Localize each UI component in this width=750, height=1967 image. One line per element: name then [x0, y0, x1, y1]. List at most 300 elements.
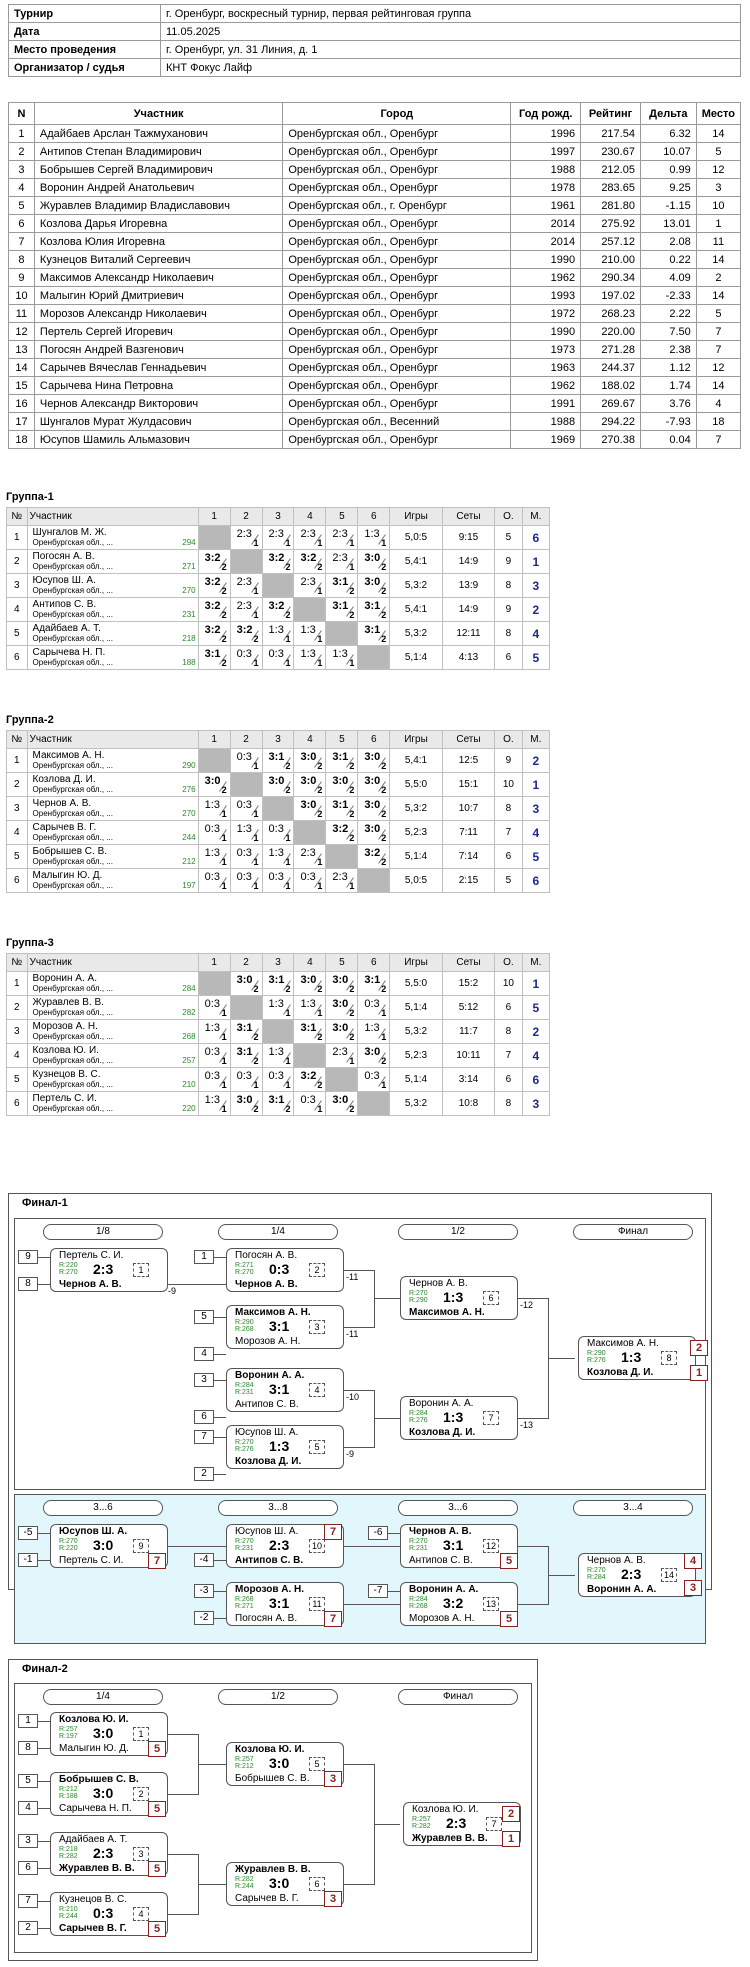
group-games: 5,4:1: [390, 749, 442, 773]
group-match-points: 1: [285, 1056, 291, 1066]
group-match-cell: [294, 972, 326, 996]
group-match-points: 1: [285, 634, 291, 644]
group-match-score: 0:3: [268, 648, 284, 660]
bracket-match: [226, 1425, 344, 1469]
group-self-cell: [294, 1044, 326, 1068]
match-rating1: R:270: [235, 1538, 254, 1545]
participants-col-header: Место: [696, 103, 740, 125]
group-row-number: 2: [7, 773, 28, 797]
group-col-header: М.: [522, 731, 549, 749]
bracket-line: [214, 1591, 226, 1592]
group-match-cell: [262, 869, 294, 893]
group-match-cell: [294, 869, 326, 893]
group-match-points: 1: [221, 1032, 227, 1042]
group-header-row: [7, 954, 550, 972]
participant-cell: 5: [9, 197, 35, 215]
bracket-line: [344, 1390, 374, 1391]
group-match-score: 0:3: [236, 847, 252, 859]
participant-cell: 294.22: [581, 413, 641, 431]
group-match-points: 2: [349, 1032, 355, 1042]
participant-cell: Максимов Александр Николаевич: [34, 269, 282, 287]
participant-cell: 257.12: [581, 233, 641, 251]
final-place: 3: [324, 1891, 342, 1907]
group-col-header: 2: [230, 508, 262, 526]
group-points: 8: [495, 797, 522, 821]
group-player-region-text: Оренбургская обл., ...: [32, 1056, 113, 1065]
group-match-points: 1: [285, 658, 291, 668]
group-col-header: 5: [326, 731, 358, 749]
match-player2: Козлова Д. И.: [409, 1427, 476, 1438]
group-match-cell: [198, 622, 230, 646]
participant-cell: Сарычева Нина Петровна: [34, 377, 282, 395]
group-points: 5: [495, 869, 522, 893]
group-row: [7, 574, 550, 598]
group-match-points: 2: [253, 634, 259, 644]
group-match-score: 3:0: [364, 552, 381, 564]
group-col-header: 1: [198, 731, 230, 749]
match-rating2: R:244: [235, 1883, 254, 1890]
group-points: 8: [495, 1092, 522, 1116]
group-player-cell: [27, 526, 198, 550]
match-number: 1: [133, 1263, 149, 1277]
group-match-cell: [326, 1044, 358, 1068]
group-col-header: Сеты: [442, 954, 494, 972]
participant-cell: 12: [696, 161, 740, 179]
round-label: Финал: [398, 1689, 518, 1705]
group-col-header: Участник: [27, 954, 198, 972]
group-player-region: [33, 610, 196, 620]
group-match-points: 1: [317, 586, 323, 596]
group-match-points: 1: [317, 634, 323, 644]
group-points: 6: [495, 646, 522, 670]
seed-number: 8: [18, 1741, 38, 1755]
group-match-points: 2: [285, 984, 291, 994]
group-player-region: [33, 586, 196, 596]
group-player-name: Пертель С. И.: [32, 1093, 97, 1104]
group-col-header: Игры: [390, 954, 442, 972]
info-value: 11.05.2025: [161, 23, 741, 41]
participant-cell: 5: [696, 305, 740, 323]
group-player-region: [33, 1080, 196, 1090]
group-match-points: 1: [285, 1008, 291, 1018]
info-key: Турнир: [9, 5, 161, 23]
match-rating1: R:290: [235, 1319, 254, 1326]
group-row-number: 5: [7, 1068, 28, 1092]
match-rating1: R:257: [235, 1756, 254, 1763]
group-col-header: №: [7, 731, 28, 749]
participant-cell: Оренбургская обл., Оренбург: [283, 431, 511, 449]
group-games: 5,1:4: [390, 646, 442, 670]
participant-row: [9, 233, 741, 251]
group-match-points: 1: [317, 881, 323, 891]
participant-row: [9, 197, 741, 215]
seed-number: 7: [18, 1894, 38, 1908]
bracket-line: [344, 1884, 374, 1885]
group-match-score: 0:3: [236, 648, 252, 660]
group-match-score: 3:2: [204, 576, 221, 588]
match-number: 6: [309, 1877, 325, 1891]
bracket-match: [400, 1276, 518, 1320]
group-match-score: 3:0: [364, 751, 381, 763]
group-player-cell: [27, 622, 198, 646]
group-match-points: 2: [285, 610, 291, 620]
match-score: 0:3: [269, 1261, 290, 1277]
match-number: 7: [486, 1817, 502, 1831]
match-rating1: R:270: [235, 1439, 254, 1446]
bracket-line: [168, 1914, 198, 1915]
group-player-rating: 271: [182, 562, 196, 571]
group-match-score: 3:0: [300, 799, 317, 811]
participant-cell: 3: [696, 179, 740, 197]
participant-row: [9, 179, 741, 197]
group-match-points: 1: [381, 1008, 387, 1018]
group-match-score: 3:0: [364, 775, 381, 787]
group-player-rating: 210: [182, 1080, 196, 1089]
match-rating1: R:284: [235, 1382, 254, 1389]
match-player1: Козлова Ю. И.: [59, 1714, 129, 1725]
bracket-match: [50, 1248, 168, 1292]
participant-row: [9, 305, 741, 323]
match-player2: Максимов А. Н.: [409, 1307, 485, 1318]
group-sets: 14:9: [442, 598, 494, 622]
group-row-number: 1: [7, 972, 28, 996]
group-match-points: 2: [381, 857, 387, 867]
match-number: 5: [309, 1440, 325, 1454]
group-match-score: 3:2: [204, 552, 221, 564]
group-match-cell: [358, 972, 390, 996]
group-match-points: 1: [221, 1008, 227, 1018]
group-table: [6, 953, 550, 1116]
group-match-cell: [358, 526, 390, 550]
participant-row: [9, 161, 741, 179]
group-self-cell: [262, 574, 294, 598]
group-match-cell: [294, 1020, 326, 1044]
group-games: 5,3:2: [390, 1020, 442, 1044]
group-match-cell: [326, 574, 358, 598]
group-header-row: [7, 731, 550, 749]
group-sets: 4:13: [442, 646, 494, 670]
participant-row: [9, 323, 741, 341]
group-col-header: О.: [495, 731, 522, 749]
group-match-cell: [294, 1092, 326, 1116]
match-score: 2:3: [269, 1537, 290, 1553]
participant-cell: 1991: [511, 395, 581, 413]
group-match-score: 3:1: [332, 751, 349, 763]
match-number: 4: [133, 1907, 149, 1921]
seed-number: 4: [194, 1347, 214, 1361]
group-match-score: 0:3: [204, 1070, 220, 1082]
group-match-points: 2: [317, 984, 323, 994]
group-player-name: Кузнецов В. С.: [32, 1069, 101, 1080]
match-player2: Сарычев В. Г.: [235, 1893, 299, 1904]
group-player-region: [33, 1032, 196, 1042]
group-match-cell: [262, 598, 294, 622]
group-match-cell: [358, 1020, 390, 1044]
group-match-score: 0:3: [236, 799, 252, 811]
group-match-cell: [358, 749, 390, 773]
participant-cell: 7.50: [640, 323, 696, 341]
group-place: 2: [522, 749, 549, 773]
participant-cell: 14: [9, 359, 35, 377]
group-match-score: 1:3: [364, 1022, 380, 1034]
participant-cell: 14: [696, 251, 740, 269]
group-col-header: 1: [198, 954, 230, 972]
group-match-cell: [294, 996, 326, 1020]
group-match-points: 1: [285, 1080, 291, 1090]
final-place: 5: [148, 1921, 166, 1937]
participant-cell: Кузнецов Виталий Сергеевич: [34, 251, 282, 269]
group-player-rating: 188: [182, 658, 196, 667]
group-match-score: 1:3: [364, 528, 380, 540]
group-match-score: 2:3: [236, 600, 252, 612]
group-player-region: [33, 809, 196, 819]
participant-cell: Козлова Дарья Игоревна: [34, 215, 282, 233]
group-match-cell: [358, 1044, 390, 1068]
group-sets: 3:14: [442, 1068, 494, 1092]
participant-cell: Оренбургская обл., Оренбург: [283, 395, 511, 413]
group-player-region: [33, 761, 196, 771]
group-player-name: Шунгалов М. Ж.: [32, 527, 107, 538]
group-self-cell: [230, 773, 262, 797]
match-rating2: R:276: [235, 1446, 254, 1453]
match-rating2: R:290: [409, 1297, 428, 1304]
participant-cell: 1990: [511, 323, 581, 341]
participant-cell: 1.74: [640, 377, 696, 395]
participant-cell: 1961: [511, 197, 581, 215]
group-player-region: [33, 1056, 196, 1066]
group-match-score: 3:1: [364, 600, 381, 612]
group-match-points: 2: [381, 984, 387, 994]
match-player1: Кузнецов В. С.: [59, 1894, 127, 1905]
bracket-line: [548, 1358, 575, 1359]
round-label: 3...6: [398, 1500, 518, 1516]
group-match-cell: [262, 749, 294, 773]
group-row: [7, 996, 550, 1020]
participant-cell: 6.32: [640, 125, 696, 143]
loser-link: -13: [520, 1420, 534, 1430]
match-player1: Козлова Ю. И.: [235, 1744, 305, 1755]
match-rating1: R:271: [235, 1262, 254, 1269]
participant-cell: 1990: [511, 251, 581, 269]
group-player-rating: 257: [182, 1056, 196, 1065]
group-match-cell: [262, 622, 294, 646]
participant-cell: Малыгин Юрий Дмитриевич: [34, 287, 282, 305]
group-points: 10: [495, 773, 522, 797]
group-match-points: 2: [381, 833, 387, 843]
group-match-cell: [294, 797, 326, 821]
match-player2: Антипов С. В.: [235, 1555, 304, 1566]
group-points: 7: [495, 1044, 522, 1068]
group-match-score: 3:1: [268, 974, 285, 986]
group-sets: 10:11: [442, 1044, 494, 1068]
group-match-cell: [294, 550, 326, 574]
group-player-name: Малыгин Ю. Д.: [32, 870, 103, 881]
seed-number: 3: [18, 1834, 38, 1848]
bracket-line: [168, 1854, 198, 1855]
seed-number: -4: [194, 1553, 214, 1567]
group-match-cell: [262, 1068, 294, 1092]
group-match-score: 3:1: [332, 799, 349, 811]
group-player-name: Чернов А. В.: [32, 798, 92, 809]
group-games: 5,3:2: [390, 574, 442, 598]
bracket-line: [38, 1257, 50, 1258]
bracket-line: [388, 1533, 400, 1534]
group-player-rating: 270: [182, 809, 196, 818]
participant-cell: 1988: [511, 161, 581, 179]
group-match-score: 3:0: [300, 751, 317, 763]
final1-title: Финал-1: [22, 1197, 68, 1209]
group-player-region-text: Оренбургская обл., ...: [32, 833, 113, 842]
participant-cell: Оренбургская обл., Оренбург: [283, 323, 511, 341]
group-match-points: 1: [221, 1080, 227, 1090]
seed-number: 9: [18, 1250, 38, 1264]
group-player-name: Воронин А. А.: [32, 973, 97, 984]
bracket-match: [400, 1396, 518, 1440]
group-match-cell: [358, 797, 390, 821]
group-player-rating: 212: [182, 857, 196, 866]
match-player2: Чернов А. В.: [235, 1279, 298, 1290]
group-match-cell: [294, 773, 326, 797]
group-match-score: 0:3: [236, 1070, 252, 1082]
match-score: 3:0: [93, 1725, 114, 1741]
group-match-points: 2: [317, 1080, 323, 1090]
group-match-points: 1: [285, 857, 291, 867]
group-match-score: 2:3: [332, 528, 348, 540]
match-number: 5: [309, 1757, 325, 1771]
group-match-cell: [358, 773, 390, 797]
participant-row: [9, 377, 741, 395]
group-match-score: 0:3: [364, 998, 380, 1010]
group-match-cell: [326, 996, 358, 1020]
group-match-score: 0:3: [204, 823, 220, 835]
group-player-region: [33, 833, 196, 843]
round-label: 1/2: [398, 1224, 518, 1240]
match-player1: Воронин А. А.: [409, 1398, 474, 1409]
match-player2: Воронин А. А.: [587, 1584, 657, 1595]
group-player-name: Максимов А. Н.: [32, 750, 105, 761]
bracket-line: [38, 1560, 50, 1561]
participant-cell: 3: [9, 161, 35, 179]
group-match-points: 1: [253, 833, 259, 843]
group-match-points: 2: [317, 562, 323, 572]
group-match-score: 0:3: [204, 998, 220, 1010]
group-match-points: 2: [381, 785, 387, 795]
group-self-cell: [358, 646, 390, 670]
group-games: 5,2:3: [390, 821, 442, 845]
group-match-score: 1:3: [268, 624, 284, 636]
group-match-score: 0:3: [300, 1094, 316, 1106]
group-match-points: 2: [381, 634, 387, 644]
participant-cell: 0.99: [640, 161, 696, 179]
group-place: 1: [522, 972, 549, 996]
group-match-points: 2: [349, 1008, 355, 1018]
group-match-points: 2: [317, 785, 323, 795]
group-place: 4: [522, 622, 549, 646]
group-points: 9: [495, 749, 522, 773]
group-player-region: [33, 1104, 196, 1114]
group-match-points: 2: [381, 610, 387, 620]
match-score: 3:2: [443, 1595, 464, 1611]
participant-cell: Оренбургская обл., Весенний: [283, 413, 511, 431]
group-col-header: 4: [294, 954, 326, 972]
participant-cell: 1969: [511, 431, 581, 449]
match-rating2: R:282: [59, 1853, 78, 1860]
group-row: [7, 797, 550, 821]
participants-col-header: Рейтинг: [581, 103, 641, 125]
group-player-region: [33, 984, 196, 994]
participant-cell: 1988: [511, 413, 581, 431]
match-player1: Юсупов Ш. А.: [235, 1427, 299, 1438]
info-value: КНТ Фокус Лайф: [161, 59, 741, 77]
group-self-cell: [294, 598, 326, 622]
group-match-score: 3:0: [332, 1022, 349, 1034]
group-row-number: 3: [7, 574, 28, 598]
bracket-line: [214, 1560, 226, 1561]
match-number: 6: [483, 1291, 499, 1305]
group-match-cell: [326, 550, 358, 574]
match-number: 9: [133, 1539, 149, 1553]
group-match-score: 3:2: [204, 600, 221, 612]
participant-cell: 6: [9, 215, 35, 233]
group-match-points: 1: [381, 538, 387, 548]
group-player-region-text: Оренбургская обл., ...: [32, 610, 113, 619]
group-match-score: 2:3: [236, 528, 252, 540]
group-player-region-text: Оренбургская обл., ...: [32, 984, 113, 993]
group-match-score: 1:3: [332, 648, 348, 660]
group-match-score: 3:2: [300, 1070, 317, 1082]
group-match-points: 2: [381, 809, 387, 819]
match-score: 2:3: [93, 1845, 114, 1861]
participant-row: [9, 341, 741, 359]
match-score: 2:3: [621, 1566, 642, 1582]
match-player2: Антипов С. В.: [409, 1555, 473, 1566]
group-match-score: 2:3: [332, 552, 348, 564]
participant-cell: 2.22: [640, 305, 696, 323]
group-games: 5,3:2: [390, 797, 442, 821]
group-games: 5,4:1: [390, 598, 442, 622]
match-rating1: R:268: [235, 1596, 254, 1603]
group-row: [7, 526, 550, 550]
group-sets: 7:11: [442, 821, 494, 845]
match-score: 3:0: [269, 1875, 290, 1891]
loser-link: -11: [346, 1329, 359, 1339]
participant-row: [9, 413, 741, 431]
info-value: г. Оренбург, ул. 31 Линия, д. 1: [161, 41, 741, 59]
group-match-points: 2: [221, 785, 227, 795]
group-match-points: 2: [381, 1056, 387, 1066]
match-number: 4: [309, 1383, 325, 1397]
group-match-cell: [294, 646, 326, 670]
participant-cell: 270.38: [581, 431, 641, 449]
group-place: 3: [522, 574, 549, 598]
match-player1: Погосян А. В.: [235, 1250, 298, 1261]
group-games: 5,3:2: [390, 1092, 442, 1116]
group-match-points: 1: [253, 586, 259, 596]
group-player-rating: 220: [182, 1104, 196, 1113]
participant-cell: Оренбургская обл., Оренбург: [283, 251, 511, 269]
group-row: [7, 749, 550, 773]
round-label: 3...4: [573, 1500, 693, 1516]
match-rating1: R:220: [59, 1262, 78, 1269]
match-score: 1:3: [443, 1289, 464, 1305]
group-match-points: 2: [285, 785, 291, 795]
group-match-cell: [198, 869, 230, 893]
participant-cell: 12: [9, 323, 35, 341]
match-rating1: R:212: [59, 1786, 78, 1793]
group-row-number: 6: [7, 646, 28, 670]
group-match-score: 2:3: [268, 528, 284, 540]
participant-cell: 9.25: [640, 179, 696, 197]
